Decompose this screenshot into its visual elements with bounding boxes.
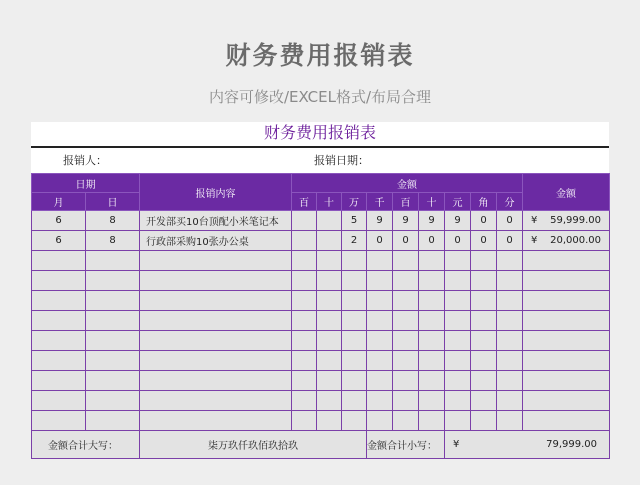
amount-cell[interactable] — [523, 411, 610, 431]
digit-cell[interactable] — [393, 411, 419, 431]
digit-cell[interactable] — [393, 391, 419, 411]
digit-cell[interactable] — [497, 331, 523, 351]
digit-cell[interactable] — [497, 351, 523, 371]
digit-cell[interactable] — [445, 351, 471, 371]
digit-cell[interactable] — [419, 251, 445, 271]
table-row — [32, 371, 610, 391]
digit-cell[interactable] — [292, 411, 317, 431]
page-subtitle: 内容可修改/EXCEL格式/布局合理 — [208, 88, 432, 106]
digit-cell[interactable] — [342, 331, 367, 351]
digit-cell[interactable] — [471, 311, 497, 331]
expense-table — [31, 173, 610, 459]
digit-cell[interactable]: 9 — [419, 211, 445, 231]
amount-cell[interactable] — [523, 291, 610, 311]
digit-header: 角 — [471, 193, 497, 211]
amount-cell[interactable] — [523, 271, 610, 291]
day-cell[interactable] — [86, 411, 140, 431]
day-cell[interactable]: 8 — [86, 231, 140, 251]
digit-cell[interactable] — [419, 351, 445, 371]
digit-cell[interactable]: 9 — [445, 211, 471, 231]
amount-cell[interactable] — [523, 371, 610, 391]
digit-cell[interactable] — [471, 251, 497, 271]
digit-cell[interactable] — [342, 271, 367, 291]
amount-cell[interactable] — [523, 331, 610, 351]
digit-cell[interactable] — [292, 311, 317, 331]
month-cell[interactable] — [32, 311, 86, 331]
digit-cell[interactable] — [419, 371, 445, 391]
digit-cell[interactable] — [367, 371, 393, 391]
title-divider — [31, 146, 609, 148]
digit-cell[interactable] — [393, 331, 419, 351]
digit-cell[interactable] — [497, 371, 523, 391]
report-date-label: 报销日期： — [314, 154, 369, 167]
month-cell[interactable] — [32, 371, 86, 391]
digit-cell[interactable] — [342, 391, 367, 411]
digit-cell[interactable] — [367, 391, 393, 411]
digit-cell[interactable] — [292, 291, 317, 311]
digit-cell[interactable] — [419, 311, 445, 331]
digit-cell[interactable] — [342, 351, 367, 371]
day-cell[interactable] — [86, 391, 140, 411]
day-cell[interactable]: 8 — [86, 211, 140, 231]
digit-cell[interactable] — [445, 391, 471, 411]
content-cell[interactable] — [140, 311, 292, 331]
digit-cell[interactable]: 0 — [367, 231, 393, 251]
expense-sheet — [31, 122, 609, 457]
content-cell[interactable] — [140, 291, 292, 311]
digit-cell[interactable] — [471, 291, 497, 311]
amount-cell[interactable] — [523, 211, 610, 231]
header-row-1 — [32, 174, 610, 193]
digit-cell[interactable] — [367, 351, 393, 371]
digit-cell[interactable] — [393, 351, 419, 371]
month-cell[interactable]: 6 — [32, 231, 86, 251]
day-cell[interactable] — [86, 311, 140, 331]
table-row — [32, 351, 610, 371]
digit-cell[interactable] — [317, 251, 342, 271]
digit-cell[interactable]: 0 — [393, 231, 419, 251]
amount-cell[interactable] — [523, 351, 610, 371]
table-row — [32, 291, 610, 311]
digit-cell[interactable] — [317, 391, 342, 411]
digit-cell[interactable] — [497, 251, 523, 271]
digit-cell[interactable]: 9 — [367, 211, 393, 231]
digit-cell[interactable] — [367, 411, 393, 431]
date-group-header: 日期 — [32, 174, 140, 193]
digit-cell[interactable] — [471, 411, 497, 431]
digit-cell[interactable] — [445, 291, 471, 311]
currency-symbol: ¥ — [453, 439, 460, 450]
digit-cell[interactable] — [471, 271, 497, 291]
content-cell[interactable]: 行政部采购10张办公桌 — [140, 231, 292, 251]
amount-group-header: 金额 — [292, 174, 523, 193]
table-row — [32, 231, 610, 251]
content-cell[interactable] — [140, 391, 292, 411]
digit-cell[interactable] — [317, 211, 342, 231]
total-lower-amount: 79,999.00 — [546, 439, 597, 450]
digit-cell[interactable] — [292, 371, 317, 391]
day-cell[interactable] — [86, 251, 140, 271]
table-row — [32, 251, 610, 271]
month-cell[interactable] — [32, 271, 86, 291]
digit-cell[interactable] — [342, 291, 367, 311]
total-lower-label: 金额合计小写： — [367, 431, 445, 459]
sheet-title: 财务费用报销表 — [263, 123, 376, 142]
currency-symbol: ¥ — [531, 215, 538, 226]
total-lower-value[interactable] — [445, 431, 610, 459]
amount-header: 金额 — [523, 174, 610, 211]
table-row — [32, 331, 610, 351]
table-row — [32, 271, 610, 291]
digit-header: 百 — [393, 193, 419, 211]
month-cell[interactable] — [32, 391, 86, 411]
digit-cell[interactable] — [393, 371, 419, 391]
content-cell[interactable] — [140, 371, 292, 391]
content-cell[interactable] — [140, 271, 292, 291]
digit-cell[interactable] — [342, 411, 367, 431]
content-cell[interactable]: 开发部买10台顶配小米笔记本 — [140, 211, 292, 231]
digit-cell[interactable] — [367, 291, 393, 311]
table-row — [32, 211, 610, 231]
digit-cell[interactable] — [317, 411, 342, 431]
digit-cell[interactable] — [393, 271, 419, 291]
content-cell[interactable] — [140, 251, 292, 271]
content-cell[interactable] — [140, 331, 292, 351]
digit-cell[interactable] — [342, 251, 367, 271]
digit-cell[interactable] — [342, 371, 367, 391]
digit-cell[interactable] — [393, 291, 419, 311]
digit-cell[interactable] — [367, 271, 393, 291]
digit-cell[interactable] — [497, 391, 523, 411]
amount-value: 59,999.00 — [550, 215, 602, 226]
table-row — [32, 311, 610, 331]
table-row — [32, 391, 610, 411]
digit-cell[interactable]: 0 — [445, 231, 471, 251]
total-upper-label: 金额合计大写： — [32, 431, 140, 459]
digit-cell[interactable] — [497, 291, 523, 311]
month-cell[interactable] — [32, 331, 86, 351]
digit-cell[interactable] — [497, 411, 523, 431]
digit-cell[interactable] — [471, 391, 497, 411]
digit-cell[interactable] — [317, 291, 342, 311]
currency-symbol: ¥ — [531, 235, 538, 246]
digit-cell[interactable] — [292, 391, 317, 411]
digit-cell[interactable] — [471, 351, 497, 371]
digit-header: 万 — [342, 193, 367, 211]
digit-cell[interactable] — [419, 391, 445, 411]
digit-cell[interactable] — [445, 411, 471, 431]
digit-cell[interactable]: 0 — [497, 211, 523, 231]
month-cell[interactable]: 6 — [32, 211, 86, 231]
day-cell[interactable] — [86, 331, 140, 351]
digit-cell[interactable] — [471, 371, 497, 391]
digit-cell[interactable] — [393, 251, 419, 271]
digit-cell[interactable] — [419, 291, 445, 311]
digit-cell[interactable] — [292, 331, 317, 351]
digit-cell[interactable] — [445, 251, 471, 271]
digit-header: 千 — [367, 193, 393, 211]
digit-cell[interactable] — [471, 331, 497, 351]
digit-cell[interactable] — [393, 311, 419, 331]
digit-header: 十 — [317, 193, 342, 211]
amount-value: 20,000.00 — [550, 235, 602, 246]
digit-cell[interactable] — [445, 371, 471, 391]
digit-cell[interactable] — [445, 311, 471, 331]
digit-cell[interactable] — [317, 271, 342, 291]
month-cell[interactable] — [32, 251, 86, 271]
digit-cell[interactable]: 0 — [471, 231, 497, 251]
digit-cell[interactable] — [317, 371, 342, 391]
digit-cell[interactable] — [497, 271, 523, 291]
digit-cell[interactable] — [419, 411, 445, 431]
content-cell[interactable] — [140, 411, 292, 431]
digit-cell[interactable] — [292, 251, 317, 271]
digit-cell[interactable] — [445, 271, 471, 291]
digit-cell[interactable]: 5 — [342, 211, 367, 231]
digit-cell[interactable]: 0 — [471, 211, 497, 231]
digit-cell[interactable]: 9 — [393, 211, 419, 231]
digit-cell[interactable] — [317, 331, 342, 351]
content-cell[interactable] — [140, 351, 292, 371]
amount-cell[interactable] — [523, 311, 610, 331]
total-row — [32, 431, 610, 459]
digit-cell[interactable]: 0 — [419, 231, 445, 251]
month-cell[interactable] — [32, 411, 86, 431]
digit-cell[interactable] — [367, 311, 393, 331]
day-header: 日 — [86, 193, 140, 211]
digit-cell[interactable] — [419, 271, 445, 291]
digit-header: 百 — [292, 193, 317, 211]
digit-cell[interactable] — [292, 351, 317, 371]
day-cell[interactable] — [86, 371, 140, 391]
amount-cell[interactable] — [523, 231, 610, 251]
digit-cell[interactable] — [367, 331, 393, 351]
table-row — [32, 411, 610, 431]
day-cell[interactable] — [86, 351, 140, 371]
day-cell[interactable] — [86, 271, 140, 291]
month-cell[interactable] — [32, 351, 86, 371]
digit-cell[interactable]: 0 — [497, 231, 523, 251]
digit-cell[interactable] — [419, 331, 445, 351]
digit-cell[interactable] — [317, 311, 342, 331]
digit-cell[interactable] — [497, 311, 523, 331]
day-cell[interactable] — [86, 291, 140, 311]
digit-header: 分 — [497, 193, 523, 211]
table-body — [32, 211, 610, 431]
month-header: 月 — [32, 193, 86, 211]
month-cell[interactable] — [32, 291, 86, 311]
digit-cell[interactable] — [292, 231, 317, 251]
total-upper-value[interactable]: 柒万玖仟玖佰玖拾玖 — [140, 431, 367, 459]
amount-cell[interactable] — [523, 251, 610, 271]
digit-cell[interactable] — [317, 351, 342, 371]
reporter-label: 报销人： — [63, 154, 107, 167]
digit-cell[interactable] — [292, 271, 317, 291]
digit-header: 元 — [445, 193, 471, 211]
digit-cell[interactable] — [292, 211, 317, 231]
digit-cell[interactable] — [342, 311, 367, 331]
digit-cell[interactable]: 2 — [342, 231, 367, 251]
digit-cell[interactable] — [317, 231, 342, 251]
digit-cell[interactable] — [367, 251, 393, 271]
content-header: 报销内容 — [140, 174, 292, 211]
digit-header: 十 — [419, 193, 445, 211]
digit-cell[interactable] — [445, 331, 471, 351]
page-title: 财务费用报销表 — [225, 41, 415, 70]
amount-cell[interactable] — [523, 391, 610, 411]
